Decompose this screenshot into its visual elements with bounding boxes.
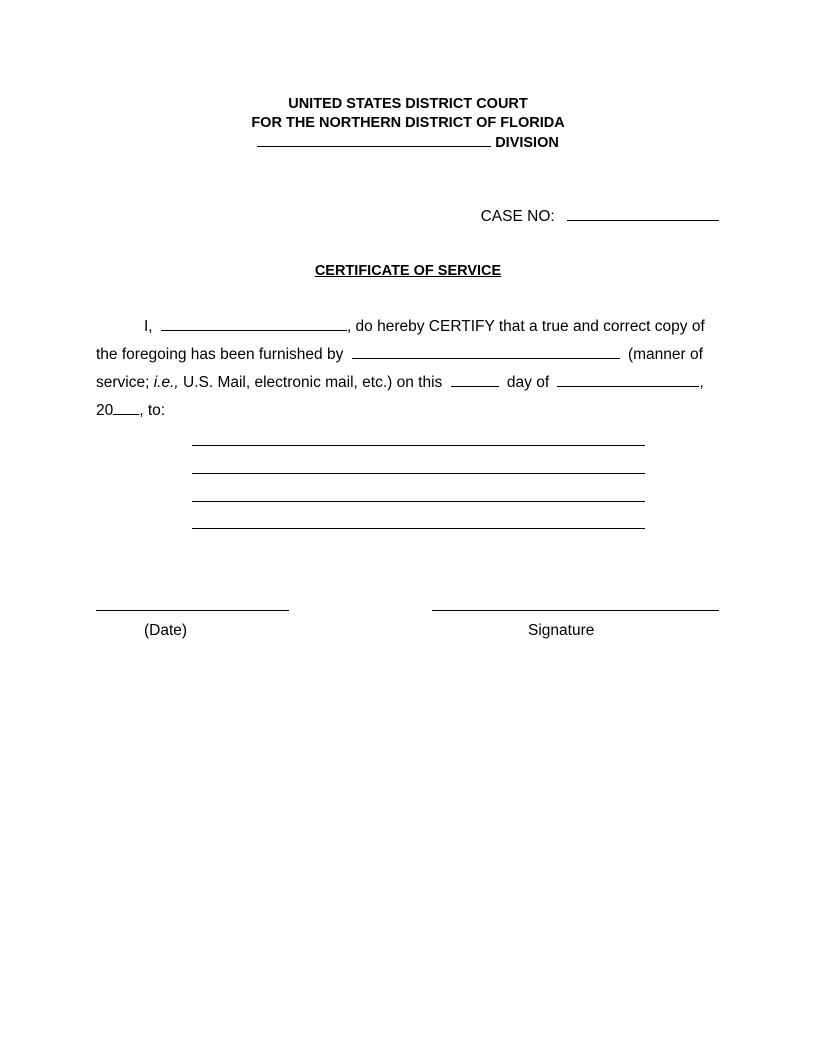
- date-signature-line[interactable]: [96, 610, 289, 611]
- body-text: day of: [506, 374, 550, 391]
- certificate-title: CERTIFICATE OF SERVICE: [314, 263, 502, 279]
- body-text: U.S. Mail, electronic mail, etc.) on this: [178, 374, 443, 391]
- certifier-name-blank[interactable]: [161, 317, 347, 331]
- division-line: [0, 133, 816, 153]
- district-name: FOR THE NORTHERN DISTRICT OF FLORIDA: [251, 115, 565, 131]
- year-blank[interactable]: [113, 401, 139, 415]
- recipient-line-3[interactable]: [192, 501, 645, 502]
- body-text: service;: [96, 374, 154, 391]
- body-text: 20: [96, 402, 114, 419]
- case-number-blank[interactable]: [567, 207, 719, 221]
- body-text: ,: [699, 374, 704, 391]
- day-blank[interactable]: [451, 373, 499, 387]
- month-blank[interactable]: [557, 373, 699, 387]
- division-label: DIVISION: [495, 135, 559, 151]
- signature-label: Signature: [528, 622, 595, 639]
- body-text: the foregoing has been furnished by: [96, 346, 344, 363]
- date-label: (Date): [144, 622, 188, 639]
- body-text: , to:: [139, 402, 166, 419]
- manner-of-service-blank[interactable]: [352, 345, 620, 359]
- body-text: I,: [144, 318, 153, 335]
- body-text: (manner of: [627, 346, 703, 363]
- body-text: , do hereby CERTIFY that a true and correct copy of: [346, 318, 705, 335]
- body-line-3: [96, 373, 722, 393]
- recipient-line-2[interactable]: [192, 473, 645, 474]
- document-title: [0, 262, 816, 281]
- body-line-2: [96, 345, 722, 365]
- signature-line[interactable]: [432, 610, 719, 611]
- body-line-4: [96, 401, 722, 421]
- body-line-1: [144, 317, 770, 337]
- division-blank[interactable]: [257, 133, 491, 147]
- case-number-label: CASE NO:: [480, 208, 555, 225]
- recipient-line-4[interactable]: [192, 528, 645, 529]
- italic-text: i.e.,: [153, 374, 179, 391]
- recipient-line-1[interactable]: [192, 445, 645, 446]
- court-name: UNITED STATES DISTRICT COURT: [288, 96, 528, 112]
- case-number-row: [481, 207, 719, 227]
